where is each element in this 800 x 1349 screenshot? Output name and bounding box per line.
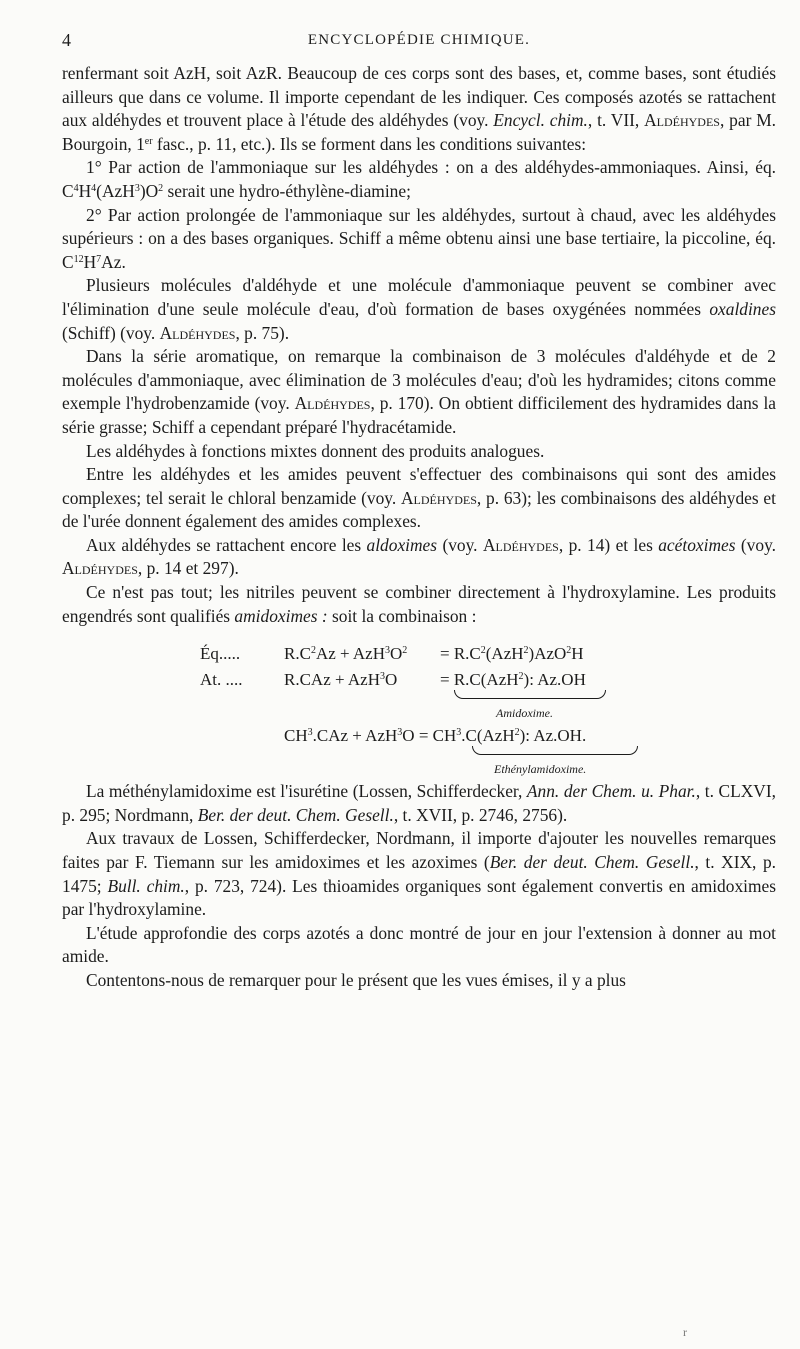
amidoxime-formulas	[62, 638, 776, 777]
running-title: ENCYCLOPÉDIE CHIMIQUE.	[307, 32, 531, 48]
paragraph: Aux travaux de Lossen, Schifferdecker, Nordmann, il importe d'ajouter les nouvelles remarques faites par F. Tiemann sur les amidoximes et les azoximes (Ber. der deut. Chem. Gesell., t. XIX, p. 1475; Bull. chim., p. 723, 724). Les thioamides organiques sont également convertis en amidoximes par l'hydroxylamine.	[62, 828, 776, 920]
footer-mark: r	[683, 1325, 687, 1339]
underbrace	[472, 746, 638, 755]
document-page	[62, 26, 776, 993]
ethenylamidoxime-caption: Ethénylamidoxime.	[494, 762, 587, 777]
equation-at-label: At. ....	[200, 670, 243, 690]
paragraph: Plusieurs molécules d'aldéhyde et une molécule d'ammoniaque peuvent se combiner avec l'élimination d'une seule molécule d'eau, d'où formation de bases oxygénées nommées oxaldines (Schiff) (voy. Aldéhydes, p. 75).	[62, 275, 776, 343]
paragraph: L'étude approfondie des corps azotés a donc montré de jour en jour l'extension à donner au mot amide.	[62, 922, 776, 967]
amidoxime-caption: Amidoxime.	[496, 706, 553, 721]
equation-at-left: R.CAz + AzH$^3$O	[284, 670, 398, 690]
paragraph: Aux aldéhydes se rattachent encore les aldoximes (voy. Aldéhydes, p. 14) et les acétoximes (voy. Aldéhydes, p. 14 et 297).	[62, 534, 776, 579]
underbrace	[454, 690, 606, 699]
paragraph: 1° Par action de l'ammoniaque sur les aldéhydes : on a des aldéhydes-ammoniaques. Ainsi, éq. $C^4H^4(AzH^3)O^2$ serait une hydro-éthylène-diamine;	[62, 157, 776, 201]
paragraph: 2° Par action prolongée de l'ammoniaque sur les aldéhydes, surtout à chaud, avec les aldéhydes supérieurs : on a des bases organiques. Schiff a même obtenu ainsi une base tertiaire, la piccoline, éq. $C^{12}H^7Az$.	[62, 204, 776, 272]
paragraph: La méthénylamidoxime est l'isurétine (Lossen, Schifferdecker, Ann. der Chem. u. Phar., t. CLXVI, p. 295; Nordmann, Ber. der deut. Chem. Gesell., t. XVII, p. 2746, 2756).	[62, 781, 777, 825]
paragraph: Ce n'est pas tout; les nitriles peuvent se combiner directement à l'hydroxylamine. Les produits engendrés sont qualifiés amidoximes : soit la combinaison :	[62, 582, 776, 626]
paragraph: Entre les aldéhydes et les amides peuvent s'effectuer des combinaisons qui sont des amides complexes; tel serait le chloral benzamide (voy. Aldéhydes, p. 63); les combinaisons des aldéhydes et de l'urée donnent également des amides complexes.	[62, 464, 776, 532]
equation-example: $CH^3.CAz + AzH^3O = CH^3.C(AzH^2)$: Az.OH.	[284, 726, 587, 746]
paragraph: renfermant soit AzH, soit AzR. Beaucoup de ces corps sont des bases, et, comme bases, sont étudiés ailleurs que dans ce volume. Il importe cependant de les indiquer. Ces composés azotés se rattachent aux aldéhydes et trouvent place à l'étude des aldéhydes (voy. Encycl. chim., t. VII, Aldéhydes, par M. Bourgoin, 1er fasc., p. 11, etc.). Ils se forment dans les conditions suivantes:	[62, 63, 777, 154]
page-number: 4	[62, 30, 71, 50]
equation-eq-right: = $R.C^2(AzH^2)AzO^2H$	[440, 644, 584, 664]
equation-at-right: = R.C(AzH$^2$): Az.OH	[440, 670, 586, 690]
paragraph: Dans la série aromatique, on remarque la combinaison de 3 molécules d'aldéhyde et de 2 molécules d'ammoniaque, avec élimination de 3 molécules d'eau; d'où les hydramides; citons comme exemple l'hydrobenzamide (voy. Aldéhydes, p. 170). On obtient difficilement des hydramides dans la série grasse; Schiff a cependant préparé l'hydracétamide.	[62, 346, 777, 437]
equation-eq-left: $R.C^2Az + AzH^3O^2$	[284, 644, 408, 664]
equation-eq-label: Éq.....	[200, 644, 241, 664]
paragraph: Les aldéhydes à fonctions mixtes donnent des produits analogues.	[86, 440, 545, 461]
body-text	[62, 62, 776, 993]
paragraph: Contentons-nous de remarquer pour le présent que les vues émises, il y a plus	[86, 970, 626, 990]
page-header	[62, 26, 776, 54]
